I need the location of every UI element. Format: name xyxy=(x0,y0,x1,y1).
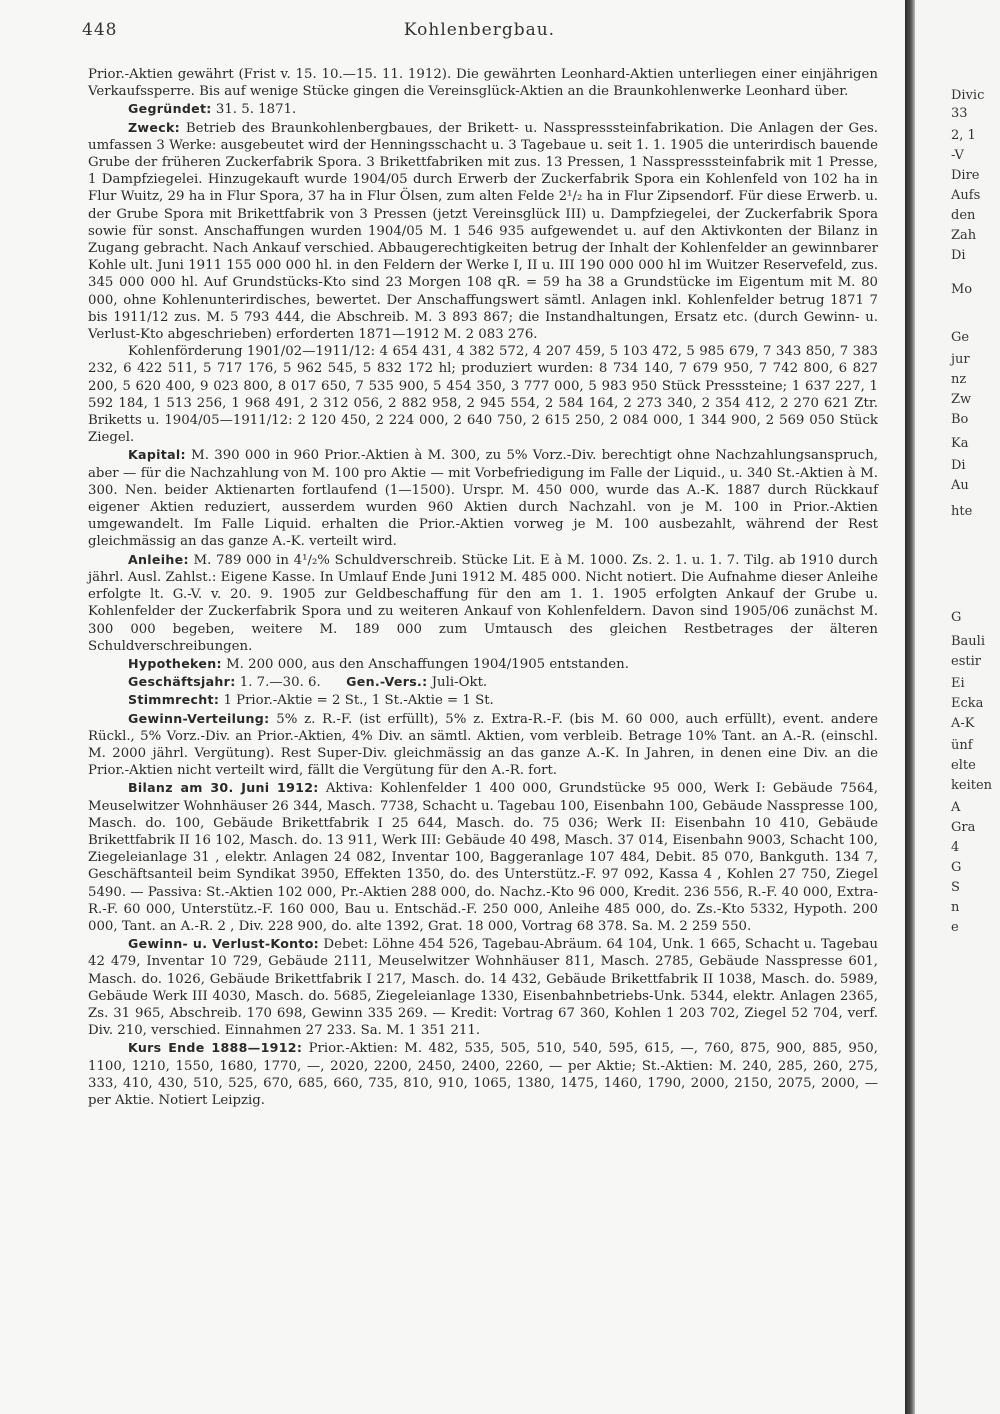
section-label: Zweck: xyxy=(128,119,180,135)
paragraph-text: Prior.-Aktien gewährt (Frist v. 15. 10.—15. 11. 1912). Die gewährten Leonhard-Aktien unterliegen einer einjährigen Verkaufssperre. Bis auf wenige Stücke gingen die Vereinsglück-Aktien an die Braunkohlenwerke Leonhard über. xyxy=(88,67,878,100)
adjacent-page-fragment: keiten xyxy=(951,778,993,793)
adjacent-page-fragment: nz xyxy=(951,372,967,387)
section-label: Gegründet: xyxy=(128,101,212,117)
adjacent-page-fragment: den xyxy=(951,208,976,223)
adjacent-page-fragment: Bo xyxy=(951,412,969,427)
adjacent-page-fragment: G xyxy=(951,860,962,875)
paragraph-text: M. 390 000 in 960 Prior.-Aktien à M. 300, zu 5% Vorz.-Div. berechtigt ohne Nachzahlungsanspruch, aber — für die Nachzahlung von M. 100 pro Aktie — mit Vorbefriedigung im Falle der Liquid., u. 340 St.-Aktien à M. 300. Nen. beider Aktienarten fortlaufend (1—1500). Urspr. M. 450 000, wurde das A.-K. 1887 durch Rückkauf eigener Aktien reduziert, ausserdem wurden 960 Aktien durch Nachzahl. von je M. 100 in Prior.-Aktien umgewandelt. Im Falle Liquid. erhalten die Prior.-Aktien vorweg je M. 100 ausbezahlt, während der Rest gleichmässig an das ganze A.-K. verteilt wird. xyxy=(88,448,878,550)
running-title: Kohlenbergbau. xyxy=(403,20,556,40)
paragraph-geschaeftsjahr xyxy=(88,673,878,691)
adjacent-page-fragment: Aufs xyxy=(951,188,981,203)
adjacent-page-fragment: Di xyxy=(951,248,966,263)
section-label: Gewinn- u. Verlust-Konto: xyxy=(128,936,320,952)
adjacent-page-fragment: e xyxy=(951,920,959,935)
page-header xyxy=(82,20,877,44)
adjacent-page-edge xyxy=(915,0,1000,1414)
section-label: Bilanz am 30. Juni 1912: xyxy=(128,780,319,796)
paragraph-stimmrecht xyxy=(88,691,878,709)
paragraph-kapital xyxy=(88,446,878,550)
section-label: Gen.-Vers.: xyxy=(346,674,428,690)
adjacent-page-fragment: elte xyxy=(951,758,976,773)
paragraph-text: Juli-Okt. xyxy=(431,675,488,691)
adjacent-page-fragment: Divic xyxy=(951,88,985,103)
paragraph-anleihe xyxy=(88,551,878,655)
paragraph-gewinn-verteilung xyxy=(88,710,878,780)
adjacent-page-fragment: hte xyxy=(951,504,973,519)
paragraph-hypotheken xyxy=(88,655,878,673)
adjacent-page-fragment: 2, 1 xyxy=(951,128,976,143)
section-label: Gewinn-Verteilung: xyxy=(128,710,270,726)
adjacent-page-fragment: G xyxy=(951,610,962,625)
paragraph-zweck xyxy=(88,119,878,344)
adjacent-page-fragment: S xyxy=(951,880,960,895)
adjacent-page-fragment: A-K xyxy=(951,716,975,731)
paragraph-kohlenfoerderung xyxy=(88,343,878,446)
paragraph-text: M. 200 000, aus den Anschaffungen 1904/1905 entstanden. xyxy=(226,656,629,672)
paragraph-text: Kohlenförderung 1901/02—1911/12: 4 654 431, 4 382 572, 4 207 459, 5 103 472, 5 985 679, 7 343 850, 7 383 232, 6 422 511, 5 717 176, 5 962 545, 5 832 172 hl; produziert wurden: 8 734 140, 7 679 950, 7 742 800, 6 827 200, 5 620 400, 9 023 800, 8 017 650, 7 535 900, 5 454 350, 3 777 000, 5 983 950 Stück Presssteine; 1 637 227, 1 592 184, 1 513 256, 1 968 491, 2 312 056, 2 882 958, 2 945 554, 2 584 164, 2 273 340, 2 354 412, 2 270 621 Ztr. Briketts u. 1904/05—1911/12: 2 120 450, 2 224 000, 2 640 750, 2 615 250, 2 084 000, 1 344 900, 2 569 050 Stück Ziegel. xyxy=(88,344,878,446)
paragraph-text: Aktiva: Kohlenfelder 1 400 000, Grundstücke 95 000, Werk I: Gebäude 7564, Meuselwitzer Wohnhäuser 26 344, Masch. 7738, Schacht u. Tagebau 100, Eisenbahn 100, Gebäude Nasspresse 100, Masch. do. 100, Gebäude Brikettfabrik I 25 644, Masch. do. 75 036; Werk II: Eisenbahn 10 410, Gebäude Brikettfabrik II 16 102, Masch. do. 13 911, Werk III: Gebäude 40 498, Masch. 37 014, Eisenbahn 9003, Schacht 100, Ziegeleianlage 31 , elektr. Anlagen 24 082, Inventar 100, Baggeranlage 107 484, Debit. 85 070, Bankguth. 134 7, Geschäftsanteil beim Syndikat 3950, Effekten 1350, do. des Unterstütz.-F. 97 092, Kassa 4 , Kohlen 27 750, Ziegel 5490. — Passiva: St.-Aktien 102 000, Pr.-Aktien 288 000, do. Nachz.-Kto 96 000, Kredit. 236 556, R.-F. 40 000, Extra-R.-F. 60 000, Unterstütz.-F. 160 000, Bau u. Entschäd.-F. 250 000, Anleihe 485 000, do. Zs.-Kto 5332, Hypoth. 200 000, Tant. an A.-R. 2 , Div. 228 900, do. alte 1392, Grat. 18 000, Vortrag 68 378. Sa. M. 2 259 550. xyxy=(88,781,879,934)
adjacent-page-fragment: 33 xyxy=(951,106,968,121)
section-label: Geschäftsjahr: xyxy=(128,674,236,690)
paragraph-text: Prior.-Aktien: M. 482, 535, 505, 510, 540, 595, 615, —, 760, 875, 900, 885, 950, 1100, 1210, 1550, 1680, 1770, —, 2020, 2200, 2450, 2400, 2260, — per Aktie; St.-Aktien: M. 240, 285, 260, 275, 333, 410, 430, 510, 525, 670, 685, 660, 735, 810, 910, 1065, 1380, 1475, 1460, 1790, 2000, 2150, 2075, 2000, — per Aktie. Notiert Leipzig. xyxy=(88,1041,878,1108)
adjacent-page-fragment: Ei xyxy=(951,676,965,691)
section-label: Hypotheken: xyxy=(128,655,222,671)
paragraph-text: 31. 5. 1871. xyxy=(215,102,297,118)
page-number: 448 xyxy=(82,20,118,40)
adjacent-page-fragment: Zah xyxy=(951,228,977,243)
adjacent-page-fragment: estir xyxy=(951,654,981,669)
adjacent-page-fragment: Au xyxy=(951,478,969,493)
paragraph-text: 1 Prior.-Aktie = 2 St., 1 St.-Aktie = 1 St. xyxy=(223,693,494,709)
adjacent-page-fragment: Ecka xyxy=(951,696,984,711)
adjacent-page-fragment: Ge xyxy=(951,330,970,345)
paragraph-prior-aktien xyxy=(88,66,878,100)
paragraph-bilanz xyxy=(88,779,878,935)
section-label: Kapital: xyxy=(128,447,186,463)
adjacent-page-fragment: jur xyxy=(951,352,970,367)
adjacent-page-fragment: Bauli xyxy=(951,634,985,649)
paragraph-text: 1. 7.—30. 6. xyxy=(239,675,321,691)
paragraph-gegruendet xyxy=(88,100,878,118)
article-body xyxy=(88,66,878,1109)
paragraph-text: M. 789 000 in 4¹/₂% Schuldverschreib. Stücke Lit. E à M. 1000. Zs. 2. 1. u. 1. 7. Tilg. ab 1910 durch jährl. Ausl. Zahlst.: Eigene Kasse. In Umlauf Ende Juni 1912 M. 485 000. Nicht notiert. Die Aufnahme dieser Anleihe erfolgte lt. G.-V. v. 20. 9. 1905 zur Geldbeschaffung für den am 1. 1. 1905 erfolgten Ankauf der Grube u. Kohlenfelder der Zuckerfabrik Spora und zu weiteren Ankauf von Kohlenfeldern. Davon sind 1905/06 zunächst M. 300 000 begeben, weitere M. 189 000 zum Umtausch des gleichen Restbetrages der älteren Schuldverschreibungen. xyxy=(88,552,878,654)
adjacent-page-fragment: Ka xyxy=(951,436,969,451)
paragraph-text: Debet: Löhne 454 526, Tagebau-Abräum. 64 104, Unk. 1 665, Schacht u. Tagebau 42 479, Inventar 10 729, Gebäude 2111, Meuselwitzer Wohnhäuser 811, Masch. 2785, Gebäude Nasspresse 601, Masch. do. 1026, Gebäude Brikettfabrik I 217, Masch. do. 14 432, Gebäude Brikettfabrik II 1038, Masch. do. 5989, Gebäude Werk III 4030, Masch. do. 5685, Ziegeleianlage 1330, Eisenbahnbetriebs-Unk. 5344, elektr. Anlagen 2365, Zs. 31 965, Abschreib. 170 698, Gewinn 335 269. — Kredit: Vortrag 67 360, Kohlen 1 203 702, Ziegel 52 704, verf. Div. 210, verschied. Einnahmen 27 233. Sa. M. 1 351 211. xyxy=(88,937,878,1039)
adjacent-page-fragment: Dire xyxy=(951,168,980,183)
paragraph-text: Betrieb des Braunkohlenbergbaues, der Brikett- u. Nasspresssteinfabrikation. Die Anlagen der Ges. umfassen 3 Werke: ausgebeutet wird der Henningsschacht u. 3 Tagebaue u. seit 1. 1. 1905 die unterirdisch bauende Grube der früheren Zuckerfabrik Spora. 3 Brikettfabriken mit zus. 13 Pressen, 1 Nasspresssteinfabrik mit 1 Presse, 1 Dampfziegelei. Hinzugekauft wurde 1904/05 durch Erwerb der Zuckerfabrik Spora ein Kohlenfeld von 102 ha in Flur Wuitz, 29 ha in Flur Spora, 37 ha in Flur Ölsen, zum alten Felde 2¹/₂ ha in Flur Zipsendorf. Für diese Erwerb. u. der Grube Spora mit Brikettfabrik von 3 Pressen (jetzt Vereinsglück III) u. Dampfziegelei, der Zuckerfabrik Spora sowie für sonst. Anschaffungen wurden 1904/05 M. 1 546 935 aufgewendet u. auf den Aktivkonten der Bilanz in Zugang gebracht. Nach Ankauf verschied. Abbaugerechtigkeiten betrug der Inhalt der Kohlenfelder an gewinnbarer Kohle ult. Juni 1911 155 000 000 hl. in den Feldern der Werke I, II u. III 190 000 000 hl im Wuitzer Reservefeld, zus. 345 000 000 hl. Auf Grundstücks-Kto sind 23 Morgen 108 qR. = 59 ha 38 a Grundstücke im Eigentum mit M. 80 000, ohne Kohlenunterirdisches, bewertet. Der Anschaffungswert sämtl. Anlagen inkl. Kohlenfelder betrug 1871 7 bis 1911/12 zus. M. 5 793 444, die Abschreib. M. 3 893 867; die Instandhaltungen, Ersatz etc. (durch Gewinn- u. Verlust-Kto abgeschrieben) erforderten 1871—1912 M. 2 083 276. xyxy=(88,120,878,343)
section-label: Stimmrecht: xyxy=(128,692,220,708)
adjacent-page-fragment: Zw xyxy=(951,392,972,407)
adjacent-page-fragment: ünf xyxy=(951,738,973,753)
section-label: Kurs Ende 1888—1912: xyxy=(128,1040,303,1056)
adjacent-page-fragment: -V xyxy=(951,148,964,163)
adjacent-page-fragment: Di xyxy=(951,458,966,473)
paragraph-gewinn-verlust xyxy=(88,935,878,1039)
paragraph-text: 5% z. R.-F. (ist erfüllt), 5% z. Extra-R.-F. (bis M. 60 000, auch erfüllt), event. andere Rückl., 5% Vorz.-Div. an Prior.-Aktien, 4% Div. an sämtl. Aktien, vom verbleib. Betrage 10% Tant. an A.-R. (einschl. M. 2000 jährl. Vergütung). Rest Super-Div. gleichmässig an das ganze A.-K. In Jahren, in denen eine Div. an die Prior.-Aktien nicht verteilt wird, fällt die Vergütung für den A.-R. fort. xyxy=(88,711,878,779)
section-label: Anleihe: xyxy=(128,551,189,567)
paragraph-kurs xyxy=(88,1039,878,1109)
book-gutter xyxy=(905,0,915,1414)
adjacent-page-fragment: Gra xyxy=(951,820,976,835)
adjacent-page-fragment: 4 xyxy=(951,840,960,855)
adjacent-page-fragment: Mo xyxy=(951,282,973,297)
adjacent-page-fragment: A xyxy=(951,800,961,815)
adjacent-page-fragment: n xyxy=(951,900,960,915)
